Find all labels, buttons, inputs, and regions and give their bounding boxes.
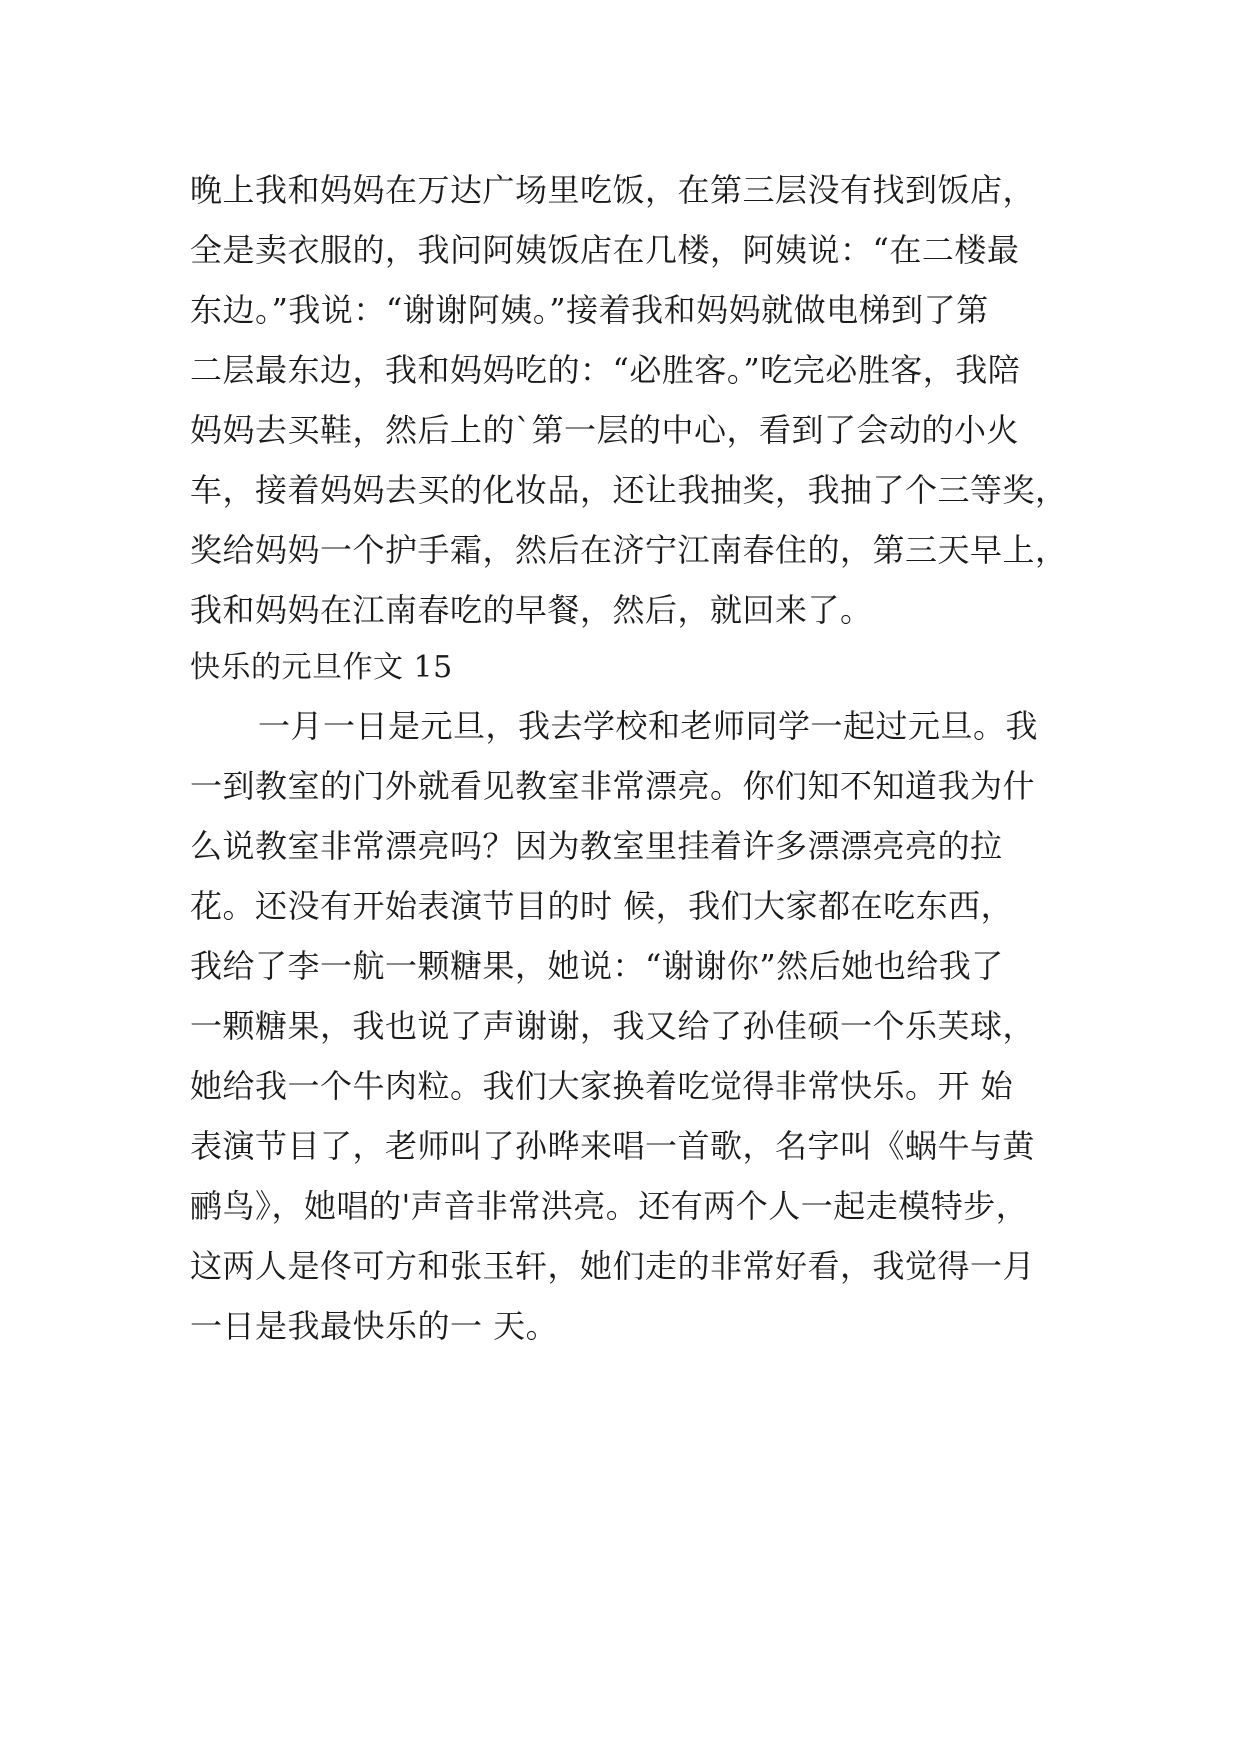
text-line: 一到教室的门外就看见教室非常漂亮。你们知不知道我为什	[190, 767, 1036, 805]
text-line: 车，接着妈妈去买的化妆品，还让我抽奖，我抽了个三等奖，	[190, 471, 1068, 509]
text-line: 东边。”我说：“谢谢阿姨。”接着我和妈妈就做电梯到了第	[190, 291, 989, 329]
text-line: 奖给妈妈一个护手霜，然后在济宁江南春住的，第三天早上，	[190, 531, 1068, 569]
document-body	[190, 160, 1070, 1356]
text-line: 么说教室非常漂亮吗？因为教室里挂着许多漂漂亮亮的拉	[190, 827, 1003, 865]
text-line: 她给我一个牛肉粒。我们大家换着吃觉得非常快乐。开 始	[190, 1067, 1014, 1105]
text-line: 晚上我和妈妈在万达广场里吃饭，在第三层没有找到饭店，	[190, 171, 1036, 209]
paragraph-mall-dinner	[190, 160, 1070, 640]
text-line: 一日是我最快乐的一 天。	[190, 1307, 559, 1345]
text-line: 妈妈去买鞋，然后上的`第一层的中心，看到了会动的小火	[190, 411, 1020, 449]
text-line: 二层最东边，我和妈妈吃的：“必胜客。”吃完必胜客，我陪	[190, 351, 1021, 389]
text-line: 鹂鸟》，她唱的'声音非常洪亮。还有两个人一起走模特步，	[190, 1187, 1029, 1225]
text-line: 一月一日是元旦，我去学校和老师同学一起过元旦。我	[258, 707, 1039, 745]
text-line: 一颗糖果，我也说了声谢谢，我又给了孙佳硕一个乐芙球，	[190, 1007, 1036, 1045]
section-heading: 快乐的元旦作文 15	[190, 650, 453, 685]
paragraph-new-year	[190, 696, 1070, 1356]
text-line: 全是卖衣服的，我问阿姨饭店在几楼，阿姨说：“在二楼最	[190, 231, 1020, 269]
text-line: 花。还没有开始表演节目的时 候，我们大家都在吃东西，	[190, 887, 1014, 925]
text-line: 我给了李一航一颗糖果，她说：“谢谢你”然后她也给我了	[190, 947, 1004, 985]
text-line: 我和妈妈在江南春吃的早餐，然后，就回来了。	[190, 591, 873, 629]
text-line: 这两人是佟可方和张玉轩，她们走的非常好看，我觉得一月	[190, 1247, 1036, 1285]
text-line: 表演节目了，老师叫了孙晔来唱一首歌，名字叫《蜗牛与黄	[190, 1127, 1036, 1165]
